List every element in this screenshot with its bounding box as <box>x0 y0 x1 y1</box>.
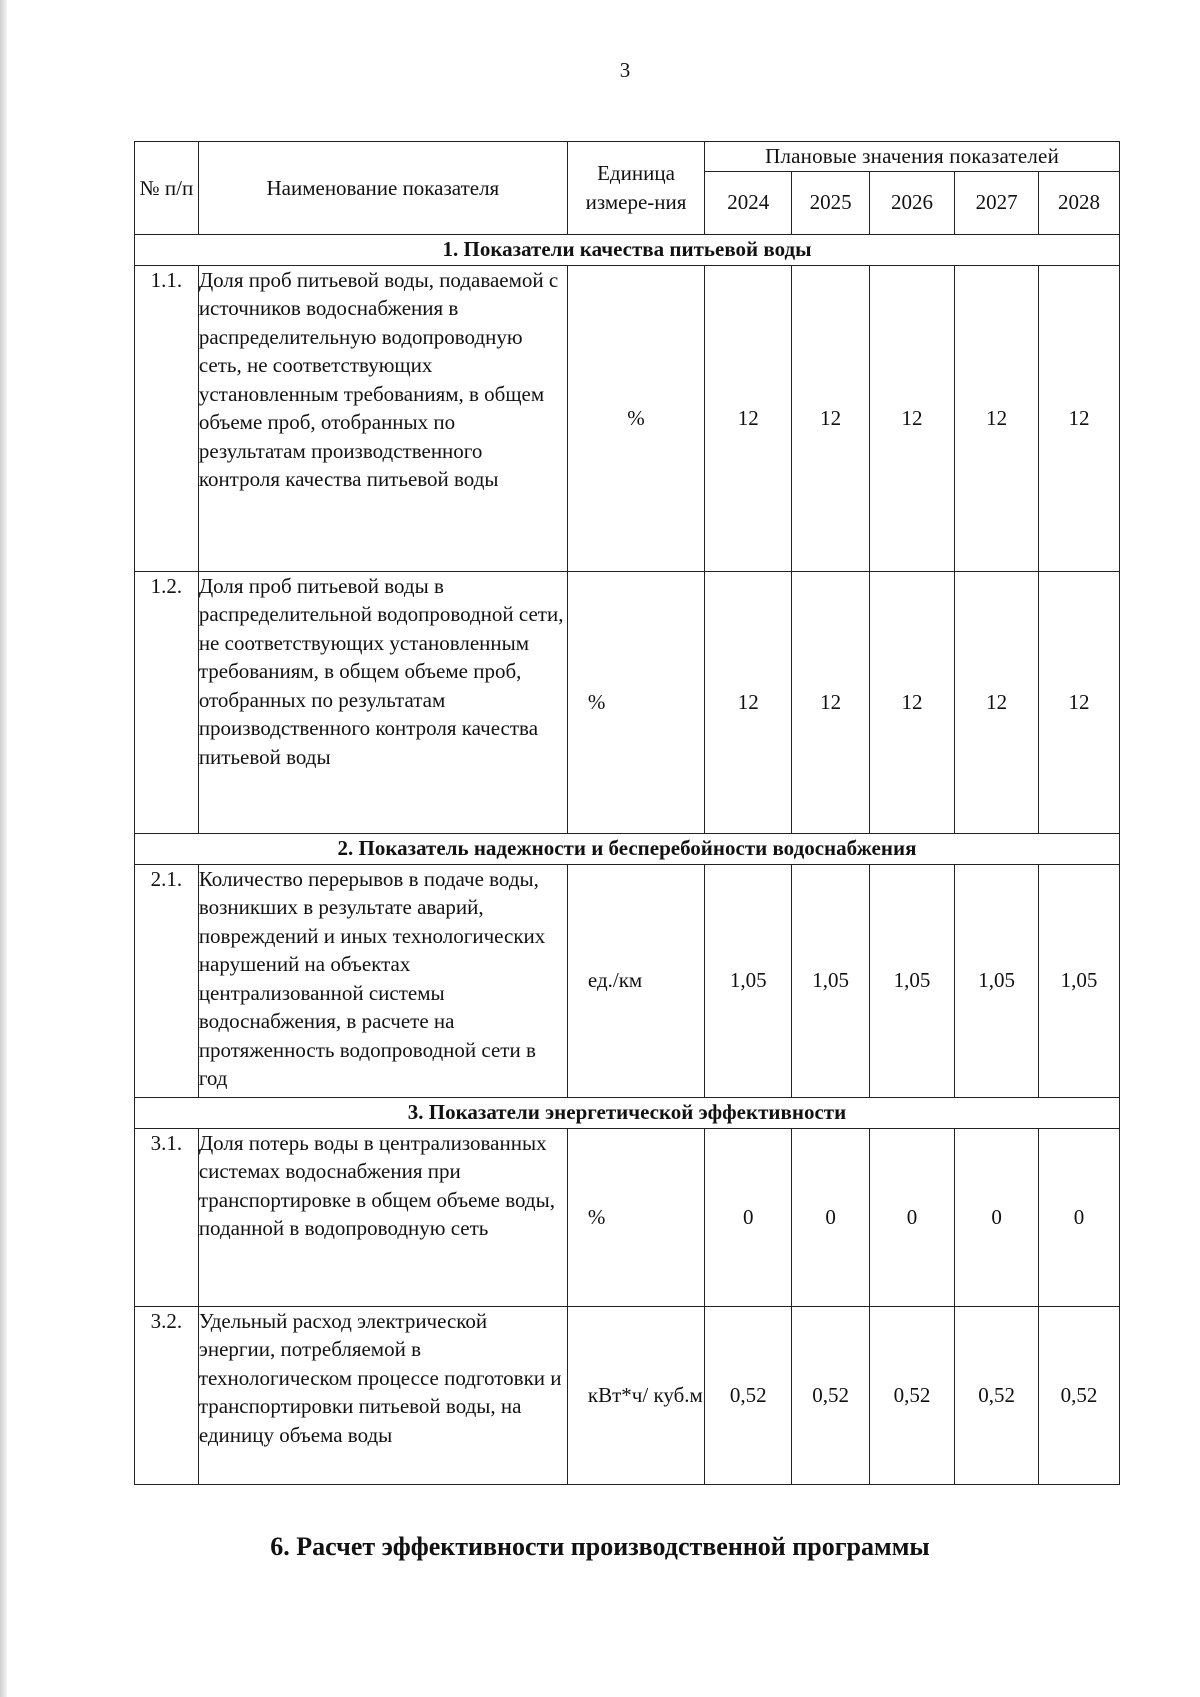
row-number: 1.2. <box>135 571 199 833</box>
value-cell: 12 <box>705 571 792 833</box>
header-num: № п/п <box>135 142 199 235</box>
indicator-name: Количество перерывов в подаче воды, возникших в результате аварий, повреждений и иных технологических нарушений на объектах централизованной системы водоснабжения, в расчете на протяженность водопроводной сети в год <box>198 864 567 1097</box>
value-cell: 0 <box>955 1128 1039 1306</box>
indicator-name: Доля потерь воды в централизованных системах водоснабжения при транспортировке в общем объеме воды, поданной в водопроводную сеть <box>198 1128 567 1306</box>
section-row <box>135 1097 1120 1128</box>
table-row <box>135 1306 1120 1484</box>
section-title: 1. Показатели качества питьевой воды <box>135 234 1120 265</box>
row-number: 1.1. <box>135 265 199 571</box>
table-row <box>135 864 1120 1097</box>
value-cell: 0 <box>792 1128 870 1306</box>
value-cell: 12 <box>1039 571 1120 833</box>
unit-cell: ед./км <box>567 864 704 1097</box>
unit-cell: % <box>567 265 704 571</box>
section-title: 3. Показатели энергетической эффективности <box>135 1097 1120 1128</box>
value-cell: 0 <box>705 1128 792 1306</box>
value-cell: 0,52 <box>1039 1306 1120 1484</box>
value-cell: 12 <box>792 571 870 833</box>
unit-cell: % <box>567 1128 704 1306</box>
value-cell: 0,52 <box>869 1306 954 1484</box>
header-unit: Единица измере-ния <box>567 142 704 235</box>
header-year: 2025 <box>792 171 870 234</box>
value-cell: 0 <box>869 1128 954 1306</box>
value-cell: 12 <box>705 265 792 571</box>
indicators-table <box>134 141 1120 1485</box>
header-year: 2024 <box>705 171 792 234</box>
header-year: 2026 <box>869 171 954 234</box>
value-cell: 1,05 <box>1039 864 1120 1097</box>
unit-cell: % <box>567 571 704 833</box>
value-cell: 12 <box>869 571 954 833</box>
header-name: Наименование показателя <box>198 142 567 235</box>
value-cell: 0,52 <box>955 1306 1039 1484</box>
value-cell: 12 <box>1039 265 1120 571</box>
scan-edge <box>0 0 7 1697</box>
value-cell: 0,52 <box>705 1306 792 1484</box>
row-number: 3.1. <box>135 1128 199 1306</box>
value-cell: 1,05 <box>869 864 954 1097</box>
header-year: 2027 <box>955 171 1039 234</box>
row-number: 3.2. <box>135 1306 199 1484</box>
indicator-name: Удельный расход электрической энергии, потребляемой в технологическом процессе подготовки и транспортировки питьевой воды, на единицу объема воды <box>198 1306 567 1484</box>
header-plan-values: Плановые значения показателей <box>705 142 1120 172</box>
indicator-name: Доля проб питьевой воды в распределительной водопроводной сети, не соответствующих установленным требованиям, в общем объеме проб, отобранных по результатам производственного контроля качества питьевой воды <box>198 571 567 833</box>
value-cell: 12 <box>955 571 1039 833</box>
row-number: 2.1. <box>135 864 199 1097</box>
value-cell: 12 <box>792 265 870 571</box>
section-row <box>135 234 1120 265</box>
indicators-table-container <box>134 141 1120 1485</box>
value-cell: 1,05 <box>792 864 870 1097</box>
table-row <box>135 1128 1120 1306</box>
indicator-name: Доля проб питьевой воды, подаваемой с источников водоснабжения в распределительную водопроводную сеть, не соответствующих установленным требованиям, в общем объеме проб, отобранных по результатам производственного контроля качества питьевой воды <box>198 265 567 571</box>
table-row <box>135 265 1120 571</box>
section-row <box>135 833 1120 864</box>
value-cell: 12 <box>869 265 954 571</box>
unit-cell: кВт*ч/ куб.м <box>567 1306 704 1484</box>
section-title: 2. Показатель надежности и бесперебойности водоснабжения <box>135 833 1120 864</box>
value-cell: 1,05 <box>955 864 1039 1097</box>
page-number: 3 <box>619 58 631 82</box>
value-cell: 0 <box>1039 1128 1120 1306</box>
table-row <box>135 571 1120 833</box>
value-cell: 1,05 <box>705 864 792 1097</box>
value-cell: 12 <box>955 265 1039 571</box>
section-heading: 6. Расчет эффективности производственной программы <box>270 1532 930 1561</box>
header-year: 2028 <box>1039 171 1120 234</box>
value-cell: 0,52 <box>792 1306 870 1484</box>
